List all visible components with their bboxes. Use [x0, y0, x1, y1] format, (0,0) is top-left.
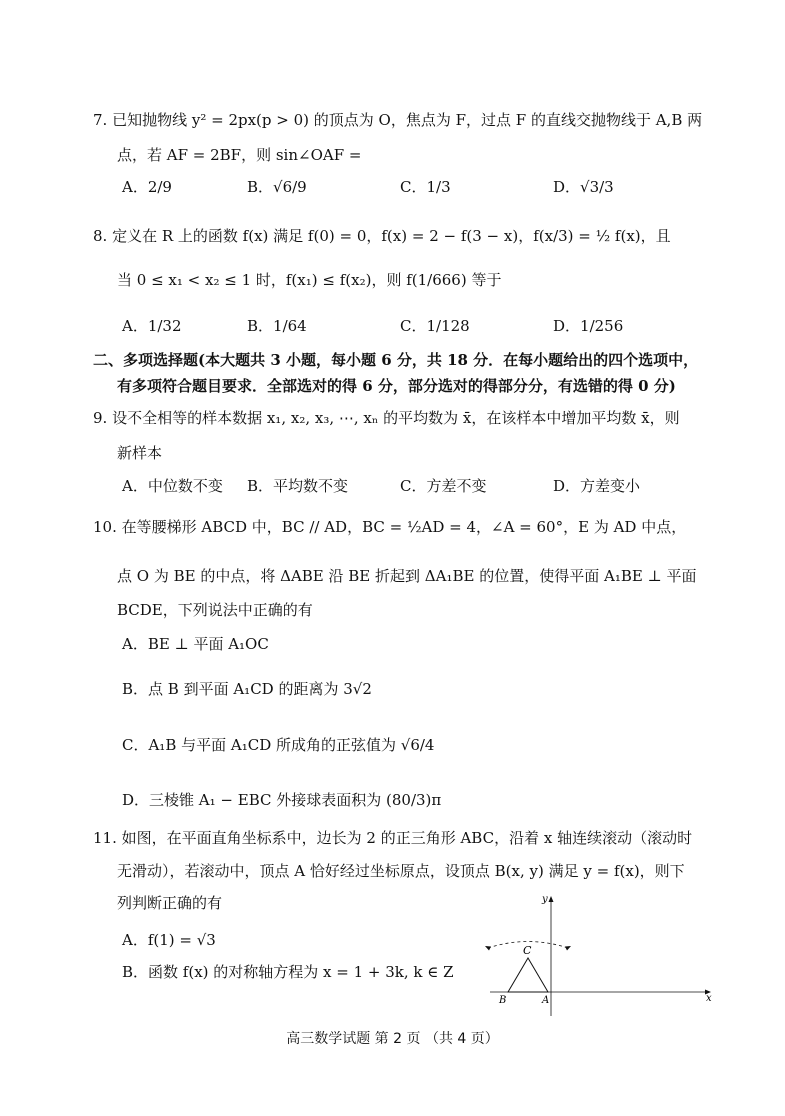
q10-option-a: A．BE ⊥ 平面 A₁OC	[122, 635, 269, 653]
q7-line1: 7. 已知抛物线 y² = 2px(p > 0) 的顶点为 O，焦点为 F，过点 F 的直线交抛物线于 A,B 两	[93, 111, 703, 129]
triangle-abc	[508, 958, 548, 992]
q11-option-a: A．f(1) = √3	[122, 931, 216, 949]
q8-option-c: C．1/128	[400, 317, 470, 335]
q8-option-b: B．1/64	[247, 317, 307, 335]
arc-arrow-right	[565, 946, 571, 951]
q9-option-c: C．方差不变	[400, 477, 487, 495]
y-axis-arrow	[549, 896, 554, 902]
q7-line2: 点，若 AF = 2BF，则 sin∠OAF =	[117, 146, 362, 164]
label-c: C	[523, 944, 532, 957]
q7-option-b: B．√6/9	[247, 178, 307, 196]
section2-line1: 二、多项选择题(本大题共 3 小题，每小题 6 分，共 18 分．在每小题给出的四个选项中，	[93, 351, 699, 369]
section2-line2: 有多项符合题目要求．全部选对的得 6 分，部分选对的得部分分，有选错的得 0 分)	[117, 377, 676, 395]
q10-option-d: D．三棱锥 A₁ − EBC 外接球表面积为 (80/3)π	[122, 791, 442, 809]
q8-option-a: A．1/32	[122, 317, 182, 335]
q7-option-c: C．1/3	[400, 178, 451, 196]
label-a: A	[542, 995, 550, 1006]
q8-line1: 8. 定义在 R 上的函数 f(x) 满足 f(0) = 0，f(x) = 2 − f(3 − x)，f(x/3) = ½ f(x)，且	[93, 227, 671, 245]
q10-line3: BCDE，下列说法中正确的有	[117, 601, 313, 619]
q10-line1: 10. 在等腰梯形 ABCD 中，BC // AD，BC = ½AD = 4，∠A = 60°，E 为 AD 中点，	[93, 518, 687, 536]
q7-option-d: D．√3/3	[553, 178, 614, 196]
q9-line2: 新样本	[117, 444, 163, 462]
q11-option-b: B．函数 f(x) 的对称轴方程为 x = 1 + 3k, k ∈ Z	[122, 963, 454, 981]
page-footer: 高三数学试题 第 2 页 （共 4 页）	[286, 1031, 499, 1047]
q10-option-c: C．A₁B 与平面 A₁CD 所成角的正弦值为 √6/4	[122, 736, 435, 754]
q10-option-b: B．点 B 到平面 A₁CD 的距离为 3√2	[122, 680, 372, 698]
q10-line2: 点 O 为 BE 的中点，将 ΔABE 沿 BE 折起到 ΔA₁BE 的位置，使得平面 A₁BE ⊥ 平面	[117, 567, 697, 585]
rolling-triangle-figure	[480, 888, 720, 1018]
arc-arrow-left	[485, 946, 491, 951]
label-b: B	[499, 995, 507, 1006]
q9-option-b: B．平均数不变	[247, 477, 349, 495]
q11-line3: 列判断正确的有	[117, 894, 223, 912]
q11-line2: 无滑动），若滚动中，顶点 A 恰好经过坐标原点，设顶点 B(x, y) 满足 y = f(x)，则下	[117, 862, 685, 880]
y-axis-label: y	[542, 894, 548, 905]
q9-option-a: A．中位数不变	[122, 477, 223, 495]
q9-option-d: D．方差变小	[553, 477, 641, 495]
q11-line1: 11. 如图，在平面直角坐标系中，边长为 2 的正三角形 ABC，沿着 x 轴连续滚动（滚动时	[93, 829, 693, 847]
q7-option-a: A．2/9	[122, 178, 172, 196]
q9-line1: 9. 设不全相等的样本数据 x₁, x₂, x₃, ⋯, xₙ 的平均数为 x̄，在该样本中增加平均数 x̄，则	[93, 409, 680, 427]
q8-line2: 当 0 ≤ x₁ < x₂ ≤ 1 时，f(x₁) ≤ f(x₂)，则 f(1/666) 等于	[117, 271, 502, 289]
q8-option-d: D．1/256	[553, 317, 624, 335]
x-axis-label: x	[706, 993, 712, 1004]
